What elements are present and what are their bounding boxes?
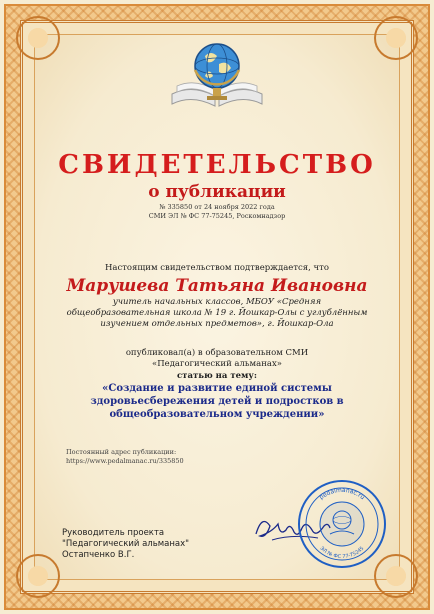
signer-role: Руководитель проекта	[62, 528, 165, 538]
signer-name: Остапченко В.Г.	[62, 550, 135, 560]
article-topic: «Создание и развитие единой системы здоровьесбережения детей и подростков в общеобразовательном учреждении»	[90, 383, 344, 420]
published-line-2: «Педагогический альманах»	[152, 359, 282, 369]
recipient-position: учитель начальных классов, МБОУ «Средняя общеобразовательная школа № 19 г. Йошкар-Олы с углублённым изучением отдельных предметов», г. Йошкар-Ола	[66, 297, 368, 329]
topic-label: статью на тему:	[177, 371, 257, 381]
published-info	[0, 348, 434, 370]
signer-block	[62, 528, 189, 561]
seal-stamp-icon	[296, 478, 388, 570]
corner-ornament-icon	[374, 16, 418, 60]
certificate-number: № 335850 от 24 ноября 2022 года	[159, 203, 275, 211]
media-registration: СМИ ЭЛ № ФС 77-75245, Роскомнадзор	[148, 212, 286, 220]
certificate-title: СВИДЕТЕЛЬСТВО	[58, 150, 376, 180]
registration-info	[0, 203, 434, 221]
seal-top-text: pedalmanac.ru	[318, 486, 366, 502]
corner-ornament-icon	[16, 554, 60, 598]
address-label: Постоянный адрес публикации:	[66, 448, 177, 456]
seal-bottom-text: ЭЛ № ФС 77-75245	[318, 545, 366, 561]
signer-project: "Педагогический альманах"	[62, 539, 190, 549]
publication-address	[66, 448, 184, 466]
certificate-subtitle: о публикации	[148, 182, 286, 202]
published-line-1: опубликовал(а) в образовательном СМИ	[125, 348, 309, 358]
confirm-text: Настоящим свидетельством подтверждается, что	[104, 263, 329, 273]
corner-ornament-icon	[16, 16, 60, 60]
address-url[interactable]: https://www.pedalmanac.ru/335850	[66, 457, 184, 465]
globe-book-emblem-icon	[167, 36, 267, 114]
recipient-name: Марушева Татьяна Ивановна	[66, 276, 368, 296]
